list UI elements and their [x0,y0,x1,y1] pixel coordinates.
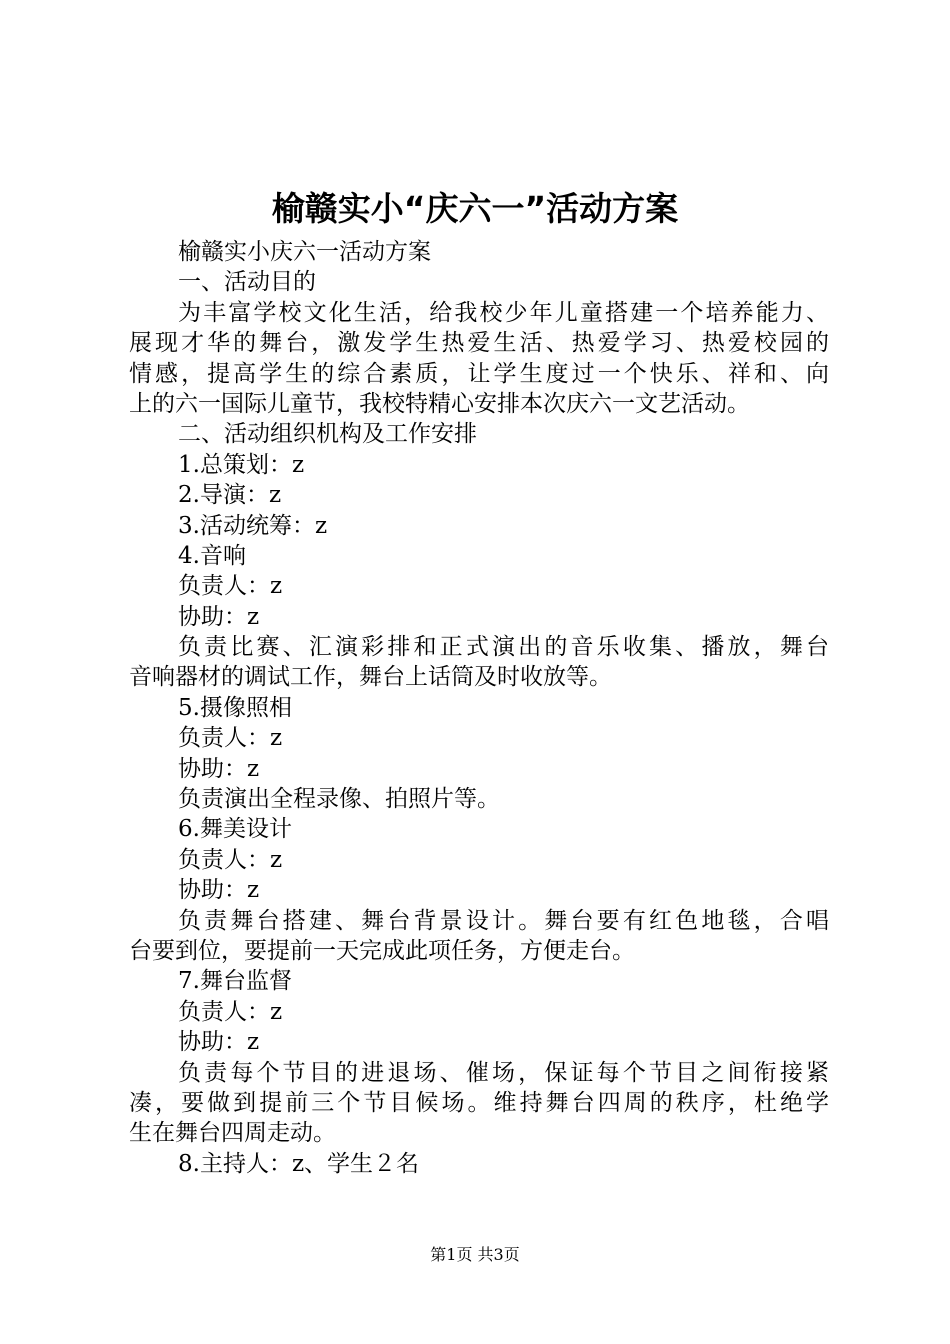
text-line: 生在舞台四周走动。 [129,1120,336,1147]
text-line: 协助：z [178,603,260,630]
text-line: 负责演出全程录像、拍照片等。 [178,786,500,813]
document-title: 榆赣实小“庆六一”活动方案 [271,189,679,228]
text-line: 负责人：z [178,725,283,752]
text-line: 一、活动目的 [178,269,316,296]
text-line: 协助：z [178,755,260,782]
text-line: 展现才华的舞台，激发学生热爱生活、热爱学习、热爱校园的 [129,330,829,357]
text-line: 6.舞美设计 [178,816,292,843]
text-line: 榆赣实小庆六一活动方案 [178,239,431,265]
text-line: 为丰富学校文化生活，给我校少年儿童搭建一个培养能力、 [178,299,829,326]
text-line: 凑，要做到提前三个节目候场。维持舞台四周的秩序，杜绝学 [129,1089,829,1116]
text-line: 台要到位，要提前一天完成此项任务，方便走台。 [129,937,635,964]
text-line: 4.音响 [178,542,246,569]
text-line: 负责比赛、汇演彩排和正式演出的音乐收集、播放，舞台 [178,634,829,661]
text-line: 情感，提高学生的综合素质，让学生度过一个快乐、祥和、向 [129,360,829,387]
text-line: 7.舞台监督 [178,968,292,995]
text-line: 8.主持人：z、学生２名 [178,1150,420,1177]
text-line: 音响器材的调试工作，舞台上话筒及时收放等。 [129,664,612,691]
text-line: 5.摄像照相 [178,694,292,721]
text-line: 负责舞台搭建、舞台背景设计。舞台要有红色地毯，合唱 [178,907,829,934]
text-line: 协助：z [178,877,260,904]
text-line: 负责人：z [178,998,283,1025]
text-line: 负责人：z [178,573,283,600]
text-line: 负责人：z [178,846,283,873]
text-line: 协助：z [178,1029,260,1056]
text-line: 2.导演：z [178,482,282,509]
page-footer: 第1页 共3页 [430,1245,520,1264]
text-line: 负责每个节目的进退场、催场，保证每个节目之间衔接紧 [178,1059,829,1086]
document-body [129,237,829,1179]
text-line: 1.总策划：z [178,451,305,478]
text-line: 3.活动统筹：z [178,512,328,539]
text-line: 二、活动组织机构及工作安排 [178,421,477,448]
text-line: 上的六一国际儿童节，我校特精心安排本次庆六一文艺活动。 [129,390,750,417]
